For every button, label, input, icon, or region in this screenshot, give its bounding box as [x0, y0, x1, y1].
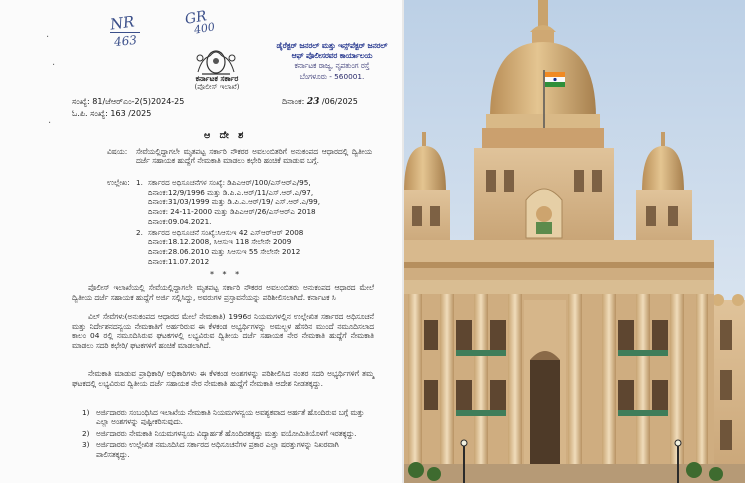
condition-number: 1)	[82, 408, 90, 417]
condition-item	[82, 408, 372, 427]
references-list	[136, 178, 372, 267]
cornice-shadow	[404, 262, 714, 268]
reference-line: ಸರ್ಕಾರದ ಅಧಿಸೂಚನೆ ಸಂಖ್ಯೆ:ಸಿಆಸುಇ 42 ಎಸ್‌ಆರ್‌ಆರ್ 2008	[148, 227, 304, 237]
reference-line: ದಿನಾಂಕ:11.07.2012	[148, 256, 210, 266]
reference-item	[136, 228, 372, 267]
section-separator: * * *	[210, 270, 243, 279]
condition-text: ಅರ್ಜಿದಾರರು ನೇಮಕಾತಿ ನಿಯಮಗಳನ್ವಯ ವಿದ್ಯಾರ್ಹತೆ ಹೊಂದಿರತಕ್ಕದ್ದು ಮತ್ತು ವಯೋಮಿತಿಯೊಳಗೆ ಇರತಕ್ಕದ್ದು.	[96, 428, 357, 438]
order-date	[282, 97, 358, 107]
reference-number: ಸಂಖ್ಯೆ: 81/ಜೆಆರ್‌ಎಂ-2(5)2024-25	[72, 97, 185, 106]
scan-mark: ·	[52, 60, 56, 71]
reference-line: ದಿನಾಂಕ: 24-11-2000 ಮತ್ತು ಡಿಪಿಎಆರ್/26/ಎಸ್‌ಆರ್‌ಎ 2018	[148, 207, 316, 217]
conditions-list	[82, 408, 372, 461]
reference-number-label: 2.	[136, 227, 143, 237]
office-address	[264, 41, 400, 82]
condition-text: ಅರ್ಜಿದಾರರು ಸಂಬಂಧಿಸಿದ ಇಲಾಖೆಯ ನೇಮಕಾತಿ ನಿಯಮಗಳನ್ವಯ ಅವಶ್ಯಕವಾದ ಅರ್ಹತೆ ಹೊಂದಿರುವ ಬಗ್ಗೆ ಮತ್ತು ಎಲ್ಲಾ ಅಂಶಗಳನ್ನು ಪುಷ್ಟೀಕರಿಸುವುದು.	[96, 408, 365, 427]
right-wing	[710, 294, 745, 483]
office-order-number: ಓ.ಪಿ. ಸಂಖ್ಯೆ: 163 /2025	[72, 109, 152, 118]
subject-text: ಸೇವೆಯಲ್ಲಿದ್ದಾಗಲೇ ಮೃತಪಟ್ಟ ಸರ್ಕಾರಿ ನೌಕರರ ಅವಲಂಬಿತರಿಗೆ ಅನುಕಂಪದ ಆಧಾರದಲ್ಲಿ ದ್ವಿತೀಯ ದರ್ಜೆ ಸಹಾಯಕ ಹುದ್ದೆಗೆ ನೇಮಕಾತಿ ಮಾಡಲು ಕಛೇರಿ ಹಂಚಿಕೆ ಮಾಡುವ ಬಗ್ಗೆ.	[136, 147, 372, 166]
date-day: 23	[306, 97, 320, 107]
condition-text: ಅರ್ಜಿದಾರರು ಉಲ್ಲೇಖಿತ ನಮೂದಿಸಿದ ಸರ್ಕಾರದ ಅಧಿಸೂಚನೆಗಳ ಪ್ರಕಾರ ಎಲ್ಲಾ ಷರತ್ತುಗಳನ್ನು ನಿಖರವಾಗಿ ಪಾಲಿಸತಕ್ಕದ್ದು.	[96, 440, 339, 459]
date-rest: /06/2025	[321, 97, 358, 106]
condition-number: 3)	[82, 440, 90, 450]
date-label: ದಿನಾಂಕ:	[282, 97, 305, 106]
handwritten-note: NR	[108, 12, 136, 34]
references-label: ಉಲ್ಲೇಖ:	[107, 178, 130, 187]
reference-number-label: 1.	[136, 178, 143, 187]
condition-item	[82, 429, 372, 438]
reference-line: ದಿನಾಂಕ:31/03/1999 ಮತ್ತು ಡಿ.ಪಿ.ಎ.ಆರ್/19/ ಎಸ್.ಆರ್.ಎ/99,	[148, 197, 320, 207]
vidhana-soudha-photo	[404, 0, 745, 483]
body-paragraph: ಪೊಲೀಸ್ ಇಲಾಖೆಯಲ್ಲಿ ಸೇವೆಯಲ್ಲಿದ್ದಾಗಲೇ ಮೃತಪಟ್ಟ ಸರ್ಕಾರಿ ನೌಕರರ ಅವಲಂಬಿತರು ಅನುಕಂಪದ ಆಧಾರದ ಮೇಲೆ ದ್ವಿತೀಯ ದರ್ಜೆ ಸಹಾಯಕ ಹುದ್ದೆಗೆ ಅರ್ಜಿ ಸಲ್ಲಿಸಿದ್ದು, ಅವರುಗಳ ಪ್ರಸ್ತಾವನೆಯನ್ನು ಪರಿಶೀಲಿಸಲಾಗಿದೆ. ಕರ್ನಾಟಕ ಸಿ	[72, 283, 374, 302]
main-entrance	[524, 300, 566, 464]
condition-number: 2)	[82, 428, 90, 438]
reference-line: ಸರ್ಕಾರದ ಅಧಿಸೂಚನೆಗಳ ಸಂಖ್ಯೆ: ಡಿಪಿಎಆರ್/100/ಎಸ್‌ಆರ್‌ಎ/95,	[148, 178, 311, 187]
scan-mark: ·	[48, 118, 52, 129]
government-name: ಕರ್ನಾಟಕ ಸರ್ಕಾರ	[195, 74, 239, 83]
reference-item	[136, 178, 372, 227]
body-paragraph: ವಿಲ್ ಸೇವೆಗಳು(ಅನುಕಂಪದ ಆಧಾರದ ಮೇಲೆ ನೇಮಕಾತಿ) 1996ರ ನಿಯಮಗಳಲ್ಲಿನ ಉಲ್ಲೇಖಿತ ಸರ್ಕಾರದ ಅಧಿಸೂಚನೆ ಮತ್ತು ನಿರ್ದೇಶನದನ್ವಯ ನೇಮಕಾತಿಗೆ ಅರ್ಹರಿರುವ ಈ ಕೆಳಕಂಡ ಅಭ್ಯರ್ಥಿಗಳನ್ನು ಅಮಲ್ಬಳ ಹೆಸರಿನ ಮುಂದೆ ನಮೂದಿಸಲಾದ ಕಾಲಂ 04 ರಲ್ಲಿ ನಮೂದಿಸಿರುವ ಘಟಕಗಳಲ್ಲಿ ಲಭ್ಯವಿರುವ ದ್ವಿತೀಯ ದರ್ಜೆ ಸಹಾಯಕ ನೇರ ನೇಮಕಾತಿ ಹುದ್ದೆಗೆ ನೇಮಕಾತಿ ಮಾಡಲು ಸದರಿ ಕಛೇರಿ/ ಘಟಕಗಳಿಗೆ ಹಂಚಿಕೆ ಮಾಡಲಾಗಿದೆ.	[72, 312, 374, 350]
order-title: ಆ ದೇ ಶ	[204, 130, 247, 141]
office-line: ಬೆಂಗಳೂರು - 560001.	[299, 71, 365, 81]
reference-line: ದಿನಾಂಕ:28.06.2010 ಮತ್ತು ಸಿಆಸುಇ 55 ಸೇಲೇಸೇ 2012	[148, 246, 301, 256]
office-line: ಡೈರೆಕ್ಟರ್ ಜನರಲ್ ಮತ್ತು ಇನ್ಸ್‌ಪೆಕ್ಟರ್ ಜನರಲ್	[276, 41, 388, 50]
handwritten-note: GR	[183, 8, 208, 28]
reference-line: ದಿನಾಂಕ:18.12.2008, ಸಿಆಸುಇ 118 ಸೇಲೇಸೇ 2009	[148, 237, 292, 247]
subject-label: ವಿಷಯ:	[107, 147, 128, 156]
department-name: (ಪೊಲೀಸ್ ಇಲಾಖೆ)	[194, 83, 240, 91]
handwritten-underline	[110, 32, 140, 33]
scan-mark: ·	[46, 32, 50, 43]
state-emblem-sculpture	[526, 189, 562, 238]
condition-item	[82, 440, 372, 459]
office-line: ಆಫ್ ಪೊಲೀಸರವರ ಕಾರ್ಯಾಲಯ	[291, 51, 373, 61]
handwritten-note: 463	[113, 32, 138, 50]
office-line: ಕರ್ನಾಟಕ ರಾಜ್ಯ, ನೃಪತುಂಗ ರಸ್ತೆ	[294, 61, 370, 71]
reference-line: ದಿನಾಂಕ:09.04.2021.	[148, 216, 212, 226]
handwritten-note: 400	[193, 20, 216, 37]
state-emblem-icon	[188, 42, 244, 76]
reference-line: ದಿನಾಂಕ:12/9/1996 ಮತ್ತು ಡಿ.ಪಿ.ಎ.ಆರ್/11/ಎಸ್.ಆರ್.ಎ/97,	[148, 187, 314, 197]
body-paragraph: ನೇಮಕಾತಿ ಮಾಡುವ ಪ್ರಾಧಿಕಾರಿ/ ಅಧಿಕಾರಿಗಳು ಈ ಕೆಳಕಂಡ ಅಂಶಗಳನ್ನು ಪರಿಶೀಲಿಸಿದ ನಂತರ ಸದರಿ ಅಭ್ಯರ್ಥಿಗಳಿಗೆ ತಮ್ಮ ಘಟಕದಲ್ಲಿ ಲಭ್ಯವಿರುವ ದ್ವಿತೀಯ ದರ್ಜೆ ಸಹಾಯಕ ನೇರ ನೇಮಕಾತಿ ಹುದ್ದೆಗೆ ನೇಮಕಾತಿ ಆದೇಶ ನೀಡತಕ್ಕದ್ದು.	[72, 369, 374, 388]
